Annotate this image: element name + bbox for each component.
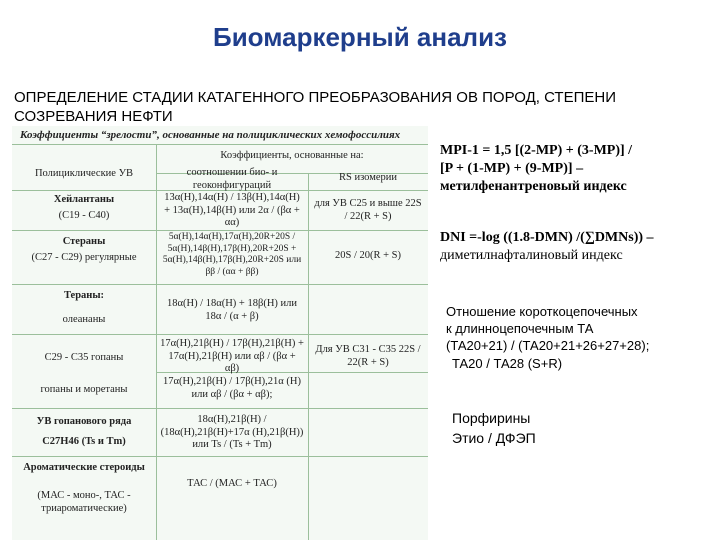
row-hejlantany-rs: для УВ C25 и выше 22S / 22(R + S) (314, 198, 422, 222)
table-rule (12, 456, 428, 457)
row-aromatic-name: Ароматические стероиды (23, 462, 145, 473)
row-sterany-name: Стераны (62, 236, 106, 247)
row-gopanovy-name: УВ гопанового ряда (36, 416, 132, 427)
mpi-line-1: MPI-1 = 1,5 [(2-MP) + (3-MP)] / (440, 143, 633, 158)
row-gopany-name: C29 - C35 гопаны (44, 352, 124, 363)
table-rule (12, 230, 428, 231)
row-gopany-rs: Для УВ C31 - C35 22S / 22(R + S) (315, 344, 421, 368)
row-sterany-range: (C27 - C29) регулярные (31, 252, 137, 263)
row-gopany-formula: 17α(H),21β(H) / 17β(H),21β(H) + 17α(H),21β(H) или αβ / (βα + αβ) (160, 338, 304, 374)
row-hejlantany-name: Хейлантаны (53, 194, 115, 205)
row-sterany-formula: 5α(H),14α(H),17α(H),20R+20S / 5α(H),14β(H),17β(H),20R+20S + 5α(H),14β(H),17β(H),20R+20S или ββ / (αα + ββ) (162, 232, 302, 277)
ta-line-2: к длинноцепочечным ТА (446, 321, 594, 336)
row-terany-formula: 18α(H) / 18α(H) + 18β(H) или 18α / (α + β) (166, 298, 297, 322)
porphyrin-ratio: Этио / ДФЭП (452, 430, 536, 446)
row-sterany-rs: 20S / 20(R + S) (334, 250, 401, 261)
header-col2: соотношении био- и геоконфигураций (186, 167, 278, 191)
table-rule (12, 334, 428, 335)
row-aromatic-formula: ТАС / (МАС + ТАС) (187, 478, 277, 489)
scanned-table (12, 126, 428, 540)
table-rule (308, 173, 309, 540)
mpi-line-3: метилфенантреновый индекс (440, 179, 627, 194)
row-hejlantany-formula: 13α(H),14α(H) / 13β(H),14α(H) + 13α(H),14β(H) или 2α / (βα + αα) (164, 192, 300, 228)
ta-line-1: Отношение короткоцепочечных (446, 304, 638, 319)
mpi-line-2: [P + (1-MP) + (9-MP)] – (440, 161, 584, 176)
table-rule (12, 408, 428, 409)
table-rule (156, 144, 157, 540)
ta-line-4: ТА20 / ТА28 (S+R) (452, 356, 563, 371)
row-aromatic-desc: (МАС - моно-, ТАС - триароматические) (37, 490, 131, 514)
table-caption: Коэффициенты “зрелости”, основанные на полициклических хемофоссилиях (20, 129, 401, 141)
table-rule (12, 144, 428, 145)
row-gopanovy-formula: 18α(H),21β(H) / (18α(H),21β(H)+17α (H),21β(H)) или Ts / (Ts + Tm) (160, 414, 304, 450)
row-hejlantany-range: (C19 - C40) (58, 210, 110, 221)
row-gopanovy-formula-name: C27H46 (Ts и Tm) (42, 436, 126, 447)
page-title: Биомаркерный анализ (213, 22, 507, 52)
row-terany-oleanany: олеананы (62, 314, 106, 325)
dni-line-2: диметилнафталиновый индекс (440, 248, 623, 263)
header-group: Коэффициенты, основанные на: (220, 150, 364, 161)
row-terany-name: Тераны: (63, 290, 105, 301)
table-rule (12, 284, 428, 285)
ta-line-3: (ТА20+21) / (ТА20+21+26+27+28); (446, 338, 650, 353)
header-col3: RS изомерии (338, 172, 398, 183)
page-subtitle: ОПРЕДЕЛЕНИЕ СТАДИИ КАТАГЕННОГО ПРЕОБРАЗОВАНИЯ ОВ ПОРОД, СТЕПЕНИ СОЗРЕВАНИЯ НЕФТИ (14, 89, 616, 125)
porphyrin-title: Порфирины (452, 410, 531, 426)
header-col1: Полициклические УВ (34, 168, 134, 179)
row-moretany-formula: 17α(H),21β(H) / 17β(H),21α (H) или αβ / (βα + αβ); (162, 376, 302, 400)
row-moretany-name: гопаны и моретаны (40, 384, 128, 395)
dni-line-1: DNI =-log ((1.8-DMN) /(∑DMNs)) – (440, 230, 654, 245)
